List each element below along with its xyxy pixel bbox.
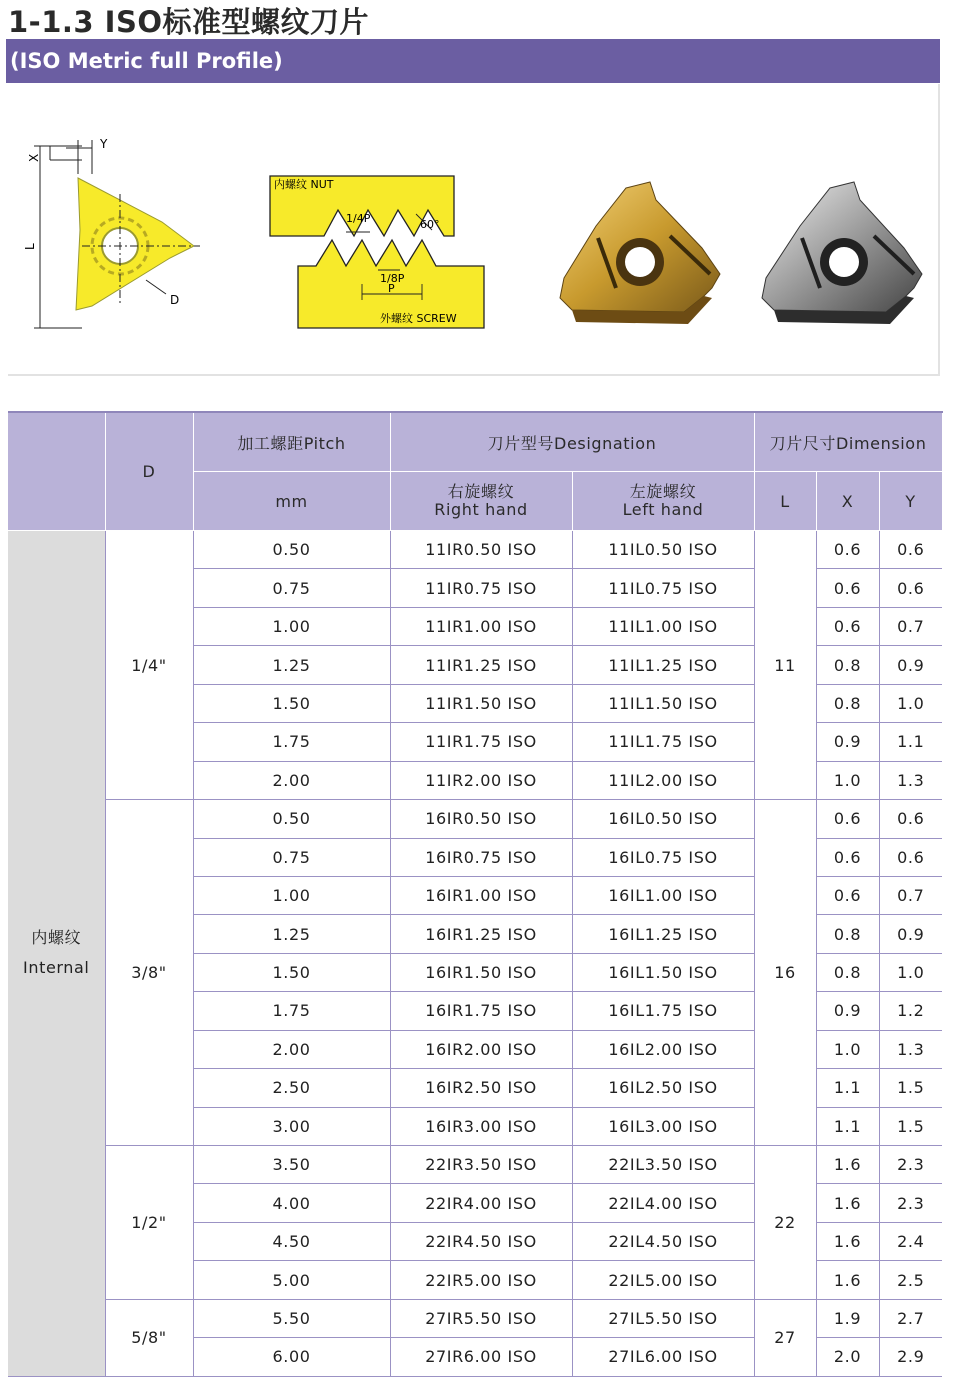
group-type-cell (8, 531, 105, 1377)
left-hand-cell: 16IL1.00 ISO (572, 876, 754, 914)
right-hand-cell: 16IR1.75 ISO (390, 992, 572, 1030)
left-hand-cell: 22IL5.00 ISO (572, 1261, 754, 1299)
size-d-cell: 5/8" (105, 1299, 193, 1376)
pitch-cell: 0.50 (193, 800, 390, 838)
right-hand-cell: 11IR1.75 ISO (390, 723, 572, 761)
insert-label-y: Y (100, 137, 108, 151)
left-hand-cell: 11IL1.25 ISO (572, 646, 754, 684)
size-d-cell: 3/8" (105, 800, 193, 1146)
table-row (8, 800, 942, 838)
y-cell: 2.3 (879, 1146, 942, 1184)
y-cell: 0.6 (879, 569, 942, 607)
left-hand-cell: 11IL1.75 ISO (572, 723, 754, 761)
header-d: D (105, 412, 193, 531)
x-cell: 0.6 (816, 569, 879, 607)
pitch-cell: 5.50 (193, 1299, 390, 1337)
left-hand-cell: 22IL3.50 ISO (572, 1146, 754, 1184)
x-cell: 0.6 (816, 607, 879, 645)
left-hand-cell: 11IL0.50 ISO (572, 531, 754, 569)
left-hand-cell: 16IL0.75 ISO (572, 838, 754, 876)
insert-dimension-drawing (22, 134, 212, 334)
left-hand-cell: 11IL0.75 ISO (572, 569, 754, 607)
header-x: X (816, 472, 879, 531)
size-l-cell: 11 (754, 531, 816, 800)
pitch-cell: 1.25 (193, 646, 390, 684)
y-cell: 1.3 (879, 1030, 942, 1068)
header-right-en: Right hand (434, 500, 528, 519)
x-cell: 0.8 (816, 646, 879, 684)
table-body (8, 531, 942, 1377)
left-hand-cell: 16IL1.50 ISO (572, 953, 754, 991)
header-right-cn: 右旋螺纹 (447, 482, 515, 501)
header-type-blank (8, 412, 105, 531)
gold-insert-photo (552, 178, 724, 328)
pitch-cell: 1.25 (193, 915, 390, 953)
insert-label-d: D (170, 293, 180, 307)
pitch-cell: 2.00 (193, 1030, 390, 1068)
x-cell: 0.6 (816, 531, 879, 569)
y-cell: 2.3 (879, 1184, 942, 1222)
x-cell: 1.1 (816, 1107, 879, 1145)
y-cell: 0.9 (879, 646, 942, 684)
section-subtitle: (ISO Metric full Profile) (10, 49, 283, 73)
right-hand-cell: 11IR0.50 ISO (390, 531, 572, 569)
y-cell: 2.9 (879, 1338, 942, 1376)
left-hand-cell: 27IL5.50 ISO (572, 1299, 754, 1337)
x-cell: 1.9 (816, 1299, 879, 1337)
x-cell: 2.0 (816, 1338, 879, 1376)
group-label-en: Internal (23, 958, 90, 978)
y-cell: 1.0 (879, 953, 942, 991)
thread-label-nut: 内螺纹 NUT (274, 178, 334, 191)
insert-label-x: X (27, 153, 41, 162)
right-hand-cell: 11IR1.00 ISO (390, 607, 572, 645)
right-hand-cell: 22IR5.00 ISO (390, 1261, 572, 1299)
size-d-cell: 1/4" (105, 531, 193, 800)
section-banner (6, 39, 940, 83)
left-hand-cell: 16IL0.50 ISO (572, 800, 754, 838)
x-cell: 1.6 (816, 1222, 879, 1260)
left-hand-cell: 11IL1.00 ISO (572, 607, 754, 645)
x-cell: 0.8 (816, 684, 879, 722)
size-l-cell: 27 (754, 1299, 816, 1376)
x-cell: 0.8 (816, 953, 879, 991)
thread-profile-drawing (266, 174, 488, 330)
y-cell: 0.6 (879, 531, 942, 569)
page-title: 1-1.3 ISO标准型螺纹刀片 (8, 5, 370, 39)
table-row (8, 1299, 942, 1337)
x-cell: 0.6 (816, 800, 879, 838)
pitch-cell: 1.50 (193, 684, 390, 722)
y-cell: 2.4 (879, 1222, 942, 1260)
y-cell: 2.7 (879, 1299, 942, 1337)
header-designation: 刀片型号Designation (390, 412, 754, 472)
y-cell: 1.3 (879, 761, 942, 799)
pitch-cell: 4.50 (193, 1222, 390, 1260)
pitch-cell: 1.50 (193, 953, 390, 991)
left-hand-cell: 11IL1.50 ISO (572, 684, 754, 722)
size-l-cell: 16 (754, 800, 816, 1146)
header-l: L (754, 472, 816, 531)
right-hand-cell: 11IR2.00 ISO (390, 761, 572, 799)
right-hand-cell: 22IR3.50 ISO (390, 1146, 572, 1184)
right-hand-cell: 11IR1.25 ISO (390, 646, 572, 684)
thread-label-quarter-p: 1/4P (346, 212, 371, 225)
header-left-en: Left hand (622, 500, 704, 519)
pitch-cell: 2.00 (193, 761, 390, 799)
x-cell: 1.6 (816, 1184, 879, 1222)
right-hand-cell: 27IR6.00 ISO (390, 1338, 572, 1376)
header-left-hand (572, 472, 754, 531)
left-hand-cell: 27IL6.00 ISO (572, 1338, 754, 1376)
header-right-hand (390, 472, 572, 531)
x-cell: 1.6 (816, 1261, 879, 1299)
x-cell: 0.6 (816, 838, 879, 876)
right-hand-cell: 11IR0.75 ISO (390, 569, 572, 607)
y-cell: 0.6 (879, 838, 942, 876)
pitch-cell: 1.75 (193, 992, 390, 1030)
x-cell: 1.6 (816, 1146, 879, 1184)
table-row (8, 1146, 942, 1184)
y-cell: 2.5 (879, 1261, 942, 1299)
right-hand-cell: 16IR2.00 ISO (390, 1030, 572, 1068)
y-cell: 1.5 (879, 1069, 942, 1107)
left-hand-cell: 22IL4.00 ISO (572, 1184, 754, 1222)
size-l-cell: 22 (754, 1146, 816, 1300)
left-hand-cell: 16IL2.50 ISO (572, 1069, 754, 1107)
pitch-cell: 0.75 (193, 569, 390, 607)
pitch-cell: 1.75 (193, 723, 390, 761)
left-hand-cell: 16IL1.25 ISO (572, 915, 754, 953)
x-cell: 1.0 (816, 761, 879, 799)
y-cell: 1.5 (879, 1107, 942, 1145)
thread-label-eighth-p: 1/8P (380, 272, 405, 285)
left-hand-cell: 22IL4.50 ISO (572, 1222, 754, 1260)
pitch-cell: 4.00 (193, 1184, 390, 1222)
thread-label-angle: 60° (420, 218, 440, 231)
group-label-cn: 内螺纹 (31, 928, 82, 948)
thread-label-screw: 外螺纹 SCREW (380, 312, 457, 325)
y-cell: 0.9 (879, 915, 942, 953)
table-row (8, 531, 942, 569)
right-hand-cell: 16IR1.00 ISO (390, 876, 572, 914)
left-hand-cell: 16IL1.75 ISO (572, 992, 754, 1030)
right-hand-cell: 11IR1.50 ISO (390, 684, 572, 722)
right-hand-cell: 16IR1.50 ISO (390, 953, 572, 991)
pitch-cell: 0.50 (193, 531, 390, 569)
silver-insert-photo (754, 178, 926, 328)
x-cell: 0.9 (816, 723, 879, 761)
x-cell: 1.1 (816, 1069, 879, 1107)
right-hand-cell: 27IR5.50 ISO (390, 1299, 572, 1337)
pitch-cell: 1.00 (193, 876, 390, 914)
pitch-cell: 5.00 (193, 1261, 390, 1299)
x-cell: 0.9 (816, 992, 879, 1030)
thread-label-p: P (388, 282, 395, 295)
figure-panel (8, 84, 940, 376)
right-hand-cell: 22IR4.00 ISO (390, 1184, 572, 1222)
pitch-cell: 3.50 (193, 1146, 390, 1184)
right-hand-cell: 16IR0.75 ISO (390, 838, 572, 876)
x-cell: 0.6 (816, 876, 879, 914)
left-hand-cell: 11IL2.00 ISO (572, 761, 754, 799)
header-y: Y (879, 472, 942, 531)
x-cell: 1.0 (816, 1030, 879, 1068)
insert-spec-table (8, 411, 943, 1377)
insert-label-l: L (23, 243, 37, 250)
size-d-cell: 1/2" (105, 1146, 193, 1300)
pitch-cell: 1.00 (193, 607, 390, 645)
right-hand-cell: 16IR0.50 ISO (390, 800, 572, 838)
y-cell: 1.0 (879, 684, 942, 722)
y-cell: 1.1 (879, 723, 942, 761)
header-left-cn: 左旋螺纹 (629, 482, 697, 501)
header-dimension: 刀片尺寸Dimension (754, 412, 942, 472)
y-cell: 1.2 (879, 992, 942, 1030)
header-pitch: 加工螺距Pitch (193, 412, 390, 472)
right-hand-cell: 16IR3.00 ISO (390, 1107, 572, 1145)
pitch-cell: 0.75 (193, 838, 390, 876)
pitch-cell: 3.00 (193, 1107, 390, 1145)
right-hand-cell: 22IR4.50 ISO (390, 1222, 572, 1260)
y-cell: 0.7 (879, 607, 942, 645)
x-cell: 0.8 (816, 915, 879, 953)
left-hand-cell: 16IL2.00 ISO (572, 1030, 754, 1068)
y-cell: 0.6 (879, 800, 942, 838)
right-hand-cell: 16IR1.25 ISO (390, 915, 572, 953)
pitch-cell: 6.00 (193, 1338, 390, 1376)
right-hand-cell: 16IR2.50 ISO (390, 1069, 572, 1107)
pitch-cell: 2.50 (193, 1069, 390, 1107)
y-cell: 0.7 (879, 876, 942, 914)
header-mm: mm (193, 472, 390, 531)
left-hand-cell: 16IL3.00 ISO (572, 1107, 754, 1145)
